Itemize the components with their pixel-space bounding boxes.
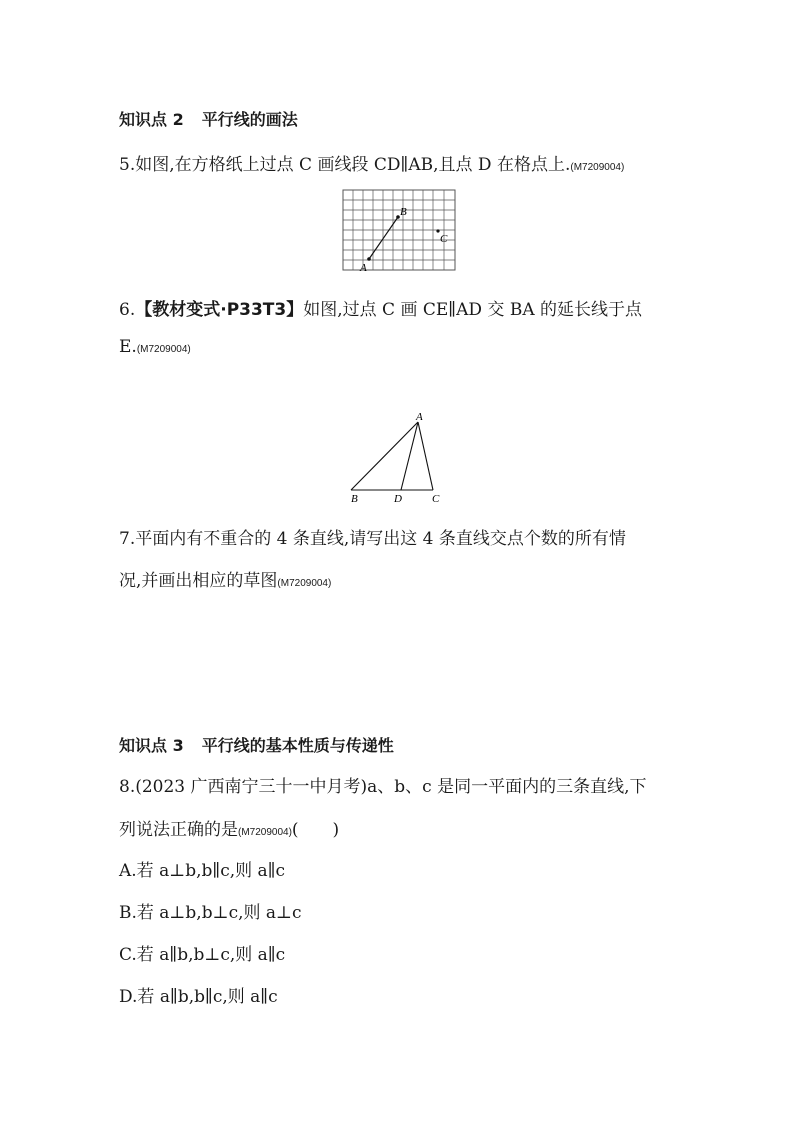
- question-code: (M7209004): [570, 162, 625, 173]
- option-d: [119, 982, 278, 1007]
- label-c: C: [440, 233, 448, 245]
- segment-ac: [418, 422, 433, 490]
- point-a: [367, 257, 371, 261]
- question-6-line2: [119, 337, 191, 357]
- question-text: E.: [119, 337, 137, 357]
- option-text: A.若 a⊥b,b∥c,则 a∥c: [119, 861, 286, 881]
- section-title: 平行线的基本性质与传递性: [201, 736, 394, 755]
- option-a: [119, 856, 285, 881]
- question-7-line2: [119, 566, 331, 591]
- option-text: D.若 a∥b,b∥c,则 a∥c: [119, 987, 278, 1007]
- grid-figure: [336, 188, 462, 276]
- question-number: 6.: [119, 300, 136, 320]
- question-text: 列说法正确的是: [119, 820, 238, 840]
- question-text: 5.如图,在方格纸上过点 C 画线段 CD∥AB,且点 D 在格点上.: [119, 155, 571, 175]
- question-text: 7.平面内有不重合的 4 条直线,请写出这 4 条直线交点个数的所有情: [119, 529, 626, 549]
- section-heading-2: [119, 107, 298, 130]
- triangle-figure: [340, 408, 455, 508]
- segment-ad: [401, 422, 418, 490]
- label-a: A: [416, 411, 423, 423]
- label-d: D: [394, 493, 402, 505]
- answer-blank: ( ): [291, 820, 340, 840]
- segment-ab: [369, 217, 398, 259]
- label-a: A: [360, 262, 367, 274]
- question-code: (M7209004): [136, 344, 191, 355]
- question-5: [119, 150, 624, 175]
- option-c: [119, 940, 285, 965]
- section-label: 知识点 2: [119, 110, 184, 129]
- question-text: 如图,过点 C 画 CE∥AD 交 BA 的延长线于点: [303, 300, 643, 320]
- question-text: 8.(2023 广西南宁三十一中月考)a、b、c 是同一平面内的三条直线,下: [119, 777, 647, 797]
- section-heading-3: [119, 733, 394, 756]
- segment-ab: [351, 422, 418, 490]
- label-c: C: [432, 493, 440, 505]
- question-text: 况,并画出相应的草图: [119, 571, 278, 591]
- question-tag: 【教材变式·P33T3】: [135, 300, 304, 320]
- label-b: B: [351, 493, 358, 505]
- question-7: [119, 524, 626, 549]
- question-code: (M7209004): [277, 578, 332, 589]
- section-label: 知识点 3: [119, 736, 184, 755]
- option-b: [119, 898, 302, 923]
- question-8-line2: [119, 815, 339, 840]
- section-title: 平行线的画法: [201, 110, 298, 129]
- label-b: B: [400, 206, 407, 218]
- option-text: B.若 a⊥b,b⊥c,则 a⊥c: [119, 903, 302, 923]
- question-code: (M7209004): [238, 827, 292, 838]
- question-6: [119, 295, 642, 320]
- question-8: [119, 772, 647, 797]
- option-text: C.若 a∥b,b⊥c,则 a∥c: [119, 945, 286, 965]
